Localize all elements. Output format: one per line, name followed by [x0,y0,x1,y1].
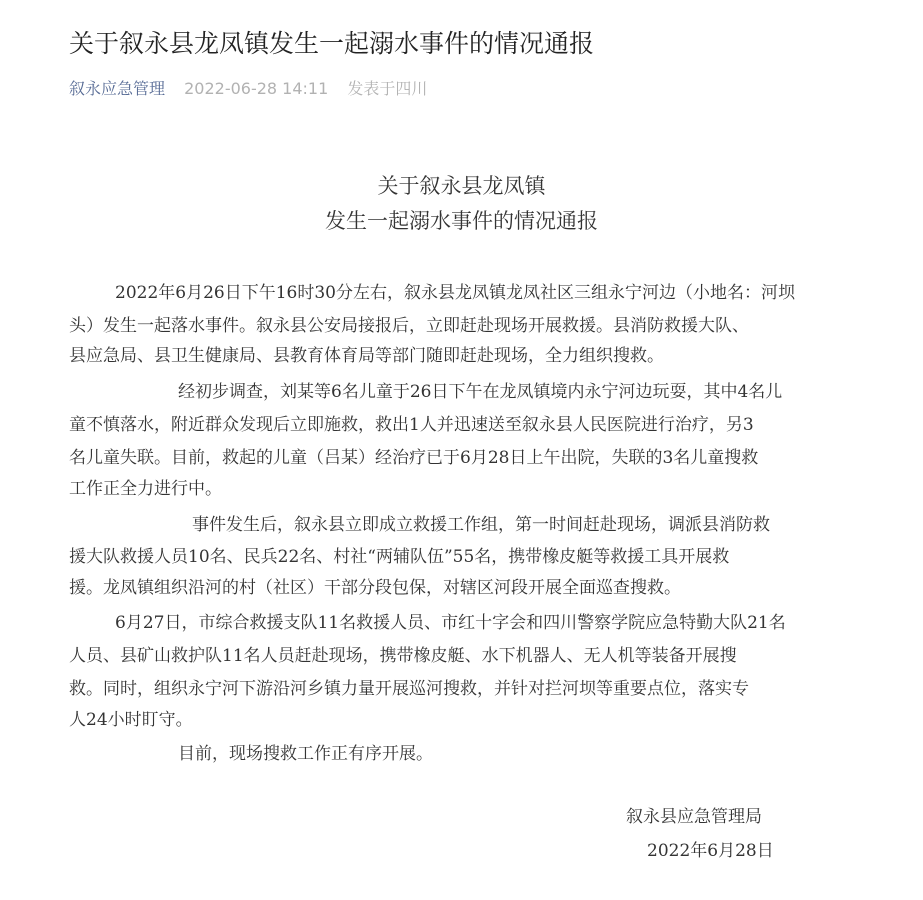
body-line: 事件发生后，叙永县立即成立救援工作组，第一时间赶赴现场，调派县消防救 [192,515,770,535]
body-line: 名儿童失联。目前，救起的儿童（吕某）经治疗已于6月28日上午出院，失联的3名儿童搜救 [69,448,759,468]
body-line: 人员、县矿山救护队11名人员赶赴现场，携带橡皮艇、水下机器人、无人机等装备开展搜 [69,646,737,666]
article-title: 关于叙永县龙凤镇发生一起溺水事件的情况通报 [69,29,595,58]
body-line: 童不慎落水，附近群众发现后立即施救，救出1人并迅速送至叙永县人民医院进行治疗，另3 [69,415,754,435]
body-line: 2022年6月26日下午16时30分左右，叙永县龙凤镇龙凤社区三组永宁河边（小地名：河坝 [115,283,795,303]
publish-date: 2022-06-28 14:11 [184,79,329,98]
body-line: 县应急局、县卫生健康局、县教育体育局等部门随即赶赴现场，全力组织搜救。 [69,346,664,366]
body-line: 援大队救援人员10名、民兵22名、村社“两辅队伍”55名，携带橡皮艇等救援工具开展救 [69,547,730,567]
body-line: 救。同时，组织永宁河下游沿河乡镇力量开展巡河搜救，并针对拦河坝等重要点位，落实专 [69,679,749,699]
body-line: 援。龙凤镇组织沿河的村（社区）干部分段包保，对辖区河段开展全面巡查搜救。 [69,578,681,598]
account-name-link[interactable]: 叙永应急管理 [69,79,166,98]
body-line: 经初步调查，刘某等6名儿童于26日下午在龙凤镇境内永宁河边玩耍，其中4名儿 [178,382,783,402]
body-line: 6月27日，市综合救援支队11名救援人员、市红十字会和四川警察学院应急特勤大队21名 [115,613,786,633]
document-heading-line-1: 关于叙永县龙凤镇 [377,174,546,198]
article-meta [69,78,427,100]
signature-date: 2022年6月28日 [647,841,774,861]
document-heading-line-2: 发生一起溺水事件的情况通报 [325,209,598,233]
body-line: 目前，现场搜救工作正有序开展。 [178,744,433,764]
body-line: 头）发生一起落水事件。叙永县公安局接报后，立即赶赴现场开展救援。县消防救援大队、 [69,316,749,336]
body-line: 人24小时盯守。 [69,710,193,730]
body-line: 工作正全力进行中。 [69,479,222,499]
publish-location: 发表于四川 [347,79,428,98]
signature-organization: 叙永县应急管理局 [626,807,762,827]
